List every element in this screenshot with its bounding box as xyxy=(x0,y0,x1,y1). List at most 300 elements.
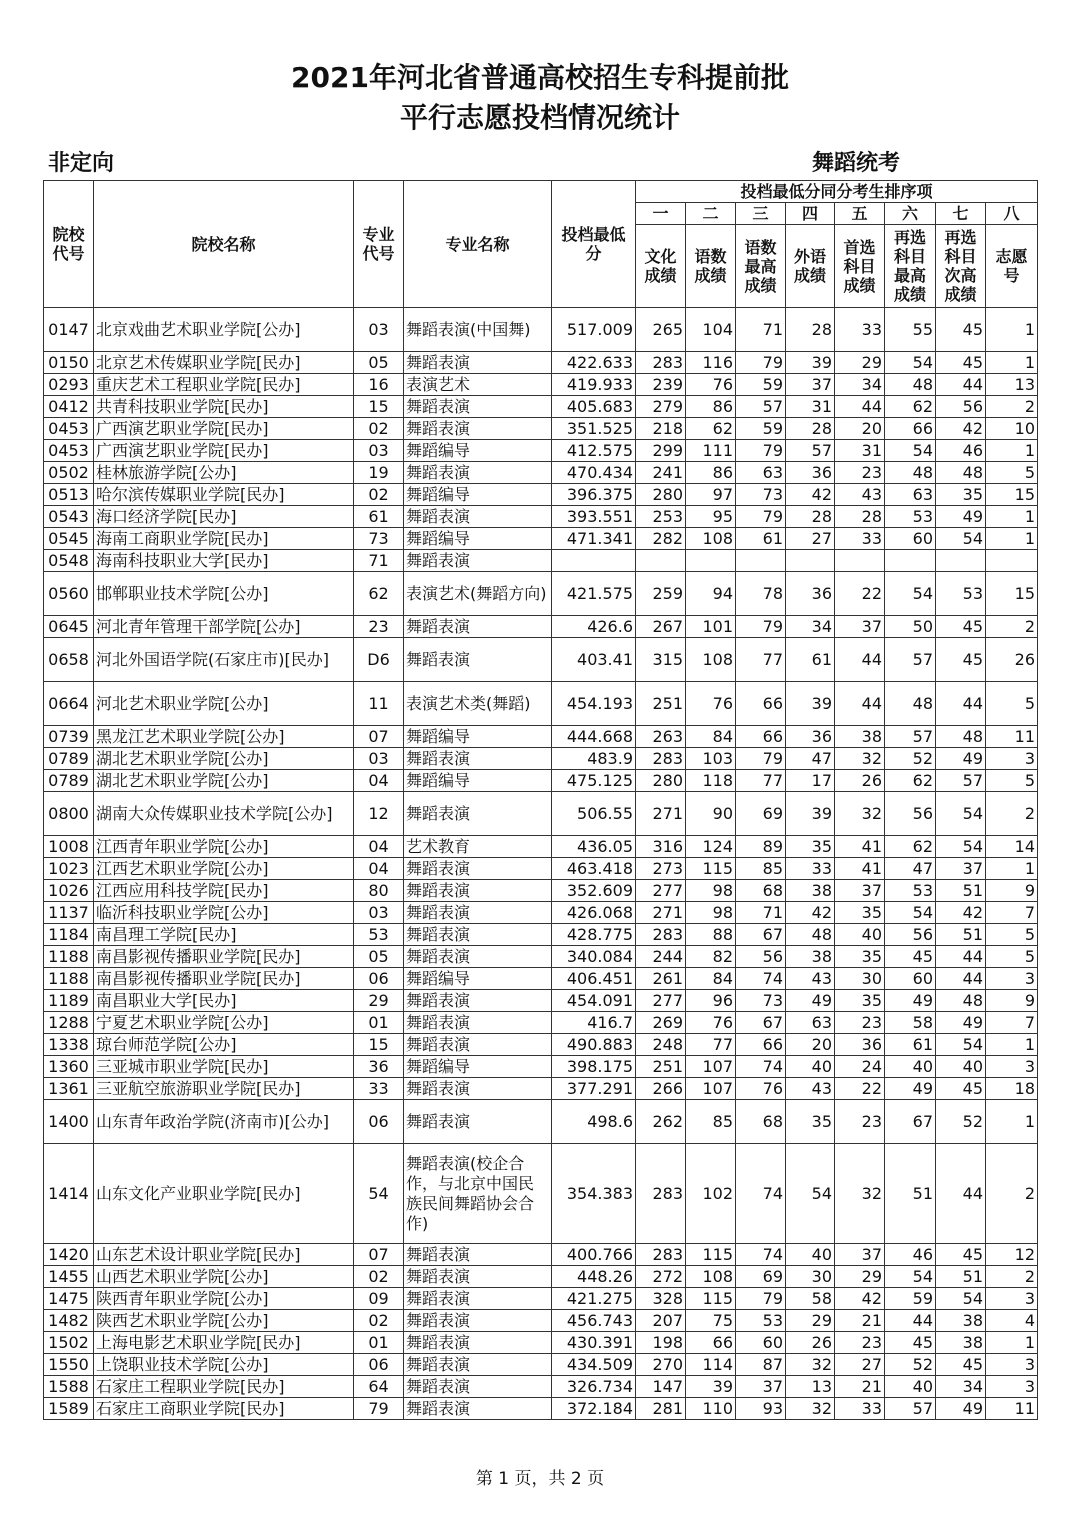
elective-max-cell: 46 xyxy=(885,1244,936,1266)
preference-number-cell: 1 xyxy=(986,308,1038,352)
school-name-cell: 山西艺术职业学院[公办] xyxy=(94,1266,354,1288)
table-row xyxy=(44,1310,1038,1332)
school-name-cell: 陕西艺术职业学院[公办] xyxy=(94,1310,354,1332)
elective-max-cell: 60 xyxy=(885,968,936,990)
school-code-cell: 1475 xyxy=(44,1288,94,1310)
elective-second-cell: 54 xyxy=(936,1288,986,1310)
major-name-cell: 舞蹈表演 xyxy=(404,1244,552,1266)
preference-number-cell: 5 xyxy=(986,946,1038,968)
table-row xyxy=(44,638,1038,682)
culture-score-cell: 265 xyxy=(636,308,686,352)
first-subject-cell: 23 xyxy=(835,1100,885,1144)
culture-score-cell: 218 xyxy=(636,418,686,440)
major-name-cell: 舞蹈表演 xyxy=(404,748,552,770)
chinese-math-max-cell: 53 xyxy=(736,1310,786,1332)
school-code-cell: 1420 xyxy=(44,1244,94,1266)
foreign-lang-cell: 43 xyxy=(786,1078,835,1100)
elective-max-cell: 51 xyxy=(885,1144,936,1244)
preference-number-cell: 3 xyxy=(986,1354,1038,1376)
school-code-cell: 1414 xyxy=(44,1144,94,1244)
chinese-math-cell: 108 xyxy=(686,638,736,682)
chinese-math-max-cell: 37 xyxy=(736,1376,786,1398)
elective-max-cell: 56 xyxy=(885,792,936,836)
header-numeral: 五 xyxy=(835,203,885,225)
foreign-lang-cell: 17 xyxy=(786,770,835,792)
chinese-math-max-cell: 93 xyxy=(736,1398,786,1420)
foreign-lang-cell: 28 xyxy=(786,308,835,352)
chinese-math-cell: 85 xyxy=(686,1100,736,1144)
first-subject-cell: 28 xyxy=(835,506,885,528)
foreign-lang-cell: 63 xyxy=(786,1012,835,1034)
major-code-cell: 09 xyxy=(354,1288,404,1310)
school-name-cell: 湖北艺术职业学院[公办] xyxy=(94,748,354,770)
table-row xyxy=(44,1144,1038,1244)
culture-score-cell: 277 xyxy=(636,990,686,1012)
elective-second-cell: 52 xyxy=(936,1100,986,1144)
header-numeral: 六 xyxy=(885,203,936,225)
school-name-cell: 共青科技职业学院[民办] xyxy=(94,396,354,418)
elective-max-cell: 62 xyxy=(885,770,936,792)
school-code-cell: 0664 xyxy=(44,682,94,726)
major-name-cell: 舞蹈表演 xyxy=(404,1266,552,1288)
school-code-cell: 0543 xyxy=(44,506,94,528)
table-row xyxy=(44,1266,1038,1288)
elective-second-cell: 45 xyxy=(936,1244,986,1266)
major-name-cell: 舞蹈编导 xyxy=(404,1056,552,1078)
school-name-cell: 山东青年政治学院(济南市)[公办] xyxy=(94,1100,354,1144)
table-row xyxy=(44,1288,1038,1310)
culture-score-cell: 283 xyxy=(636,1144,686,1244)
major-name-cell: 舞蹈表演 xyxy=(404,924,552,946)
chinese-math-max-cell: 73 xyxy=(736,484,786,506)
chinese-math-max-cell: 73 xyxy=(736,990,786,1012)
foreign-lang-cell: 26 xyxy=(786,1332,835,1354)
school-code-cell: 0502 xyxy=(44,462,94,484)
foreign-lang-cell: 42 xyxy=(786,902,835,924)
foreign-lang-cell xyxy=(786,550,835,572)
school-name-cell: 江西应用科技学院[民办] xyxy=(94,880,354,902)
header-numeral: 二 xyxy=(686,203,736,225)
preference-number-cell: 18 xyxy=(986,1078,1038,1100)
chinese-math-cell: 97 xyxy=(686,484,736,506)
preference-number-cell: 1 xyxy=(986,1100,1038,1144)
major-name-cell: 舞蹈表演 xyxy=(404,1034,552,1056)
school-code-cell: 0513 xyxy=(44,484,94,506)
foreign-lang-cell: 36 xyxy=(786,572,835,616)
culture-score-cell: 315 xyxy=(636,638,686,682)
chinese-math-max-cell: 87 xyxy=(736,1354,786,1376)
header-rank-item: 再选科目最高成绩 xyxy=(885,225,936,308)
min-score-cell: 498.6 xyxy=(552,1100,636,1144)
first-subject-cell: 23 xyxy=(835,1332,885,1354)
chinese-math-cell: 110 xyxy=(686,1398,736,1420)
culture-score-cell: 248 xyxy=(636,1034,686,1056)
table-row xyxy=(44,1244,1038,1266)
min-score-cell: 428.775 xyxy=(552,924,636,946)
first-subject-cell: 30 xyxy=(835,968,885,990)
foreign-lang-cell: 32 xyxy=(786,1398,835,1420)
school-name-cell: 重庆艺术工程职业学院[民办] xyxy=(94,374,354,396)
culture-score-cell: 262 xyxy=(636,1100,686,1144)
min-score-cell: 403.41 xyxy=(552,638,636,682)
chinese-math-max-cell: 68 xyxy=(736,880,786,902)
first-subject-cell: 24 xyxy=(835,1056,885,1078)
major-code-cell: 04 xyxy=(354,858,404,880)
first-subject-cell: 33 xyxy=(835,528,885,550)
chinese-math-max-cell: 63 xyxy=(736,462,786,484)
header-school-code: 院校代号 xyxy=(44,181,94,308)
elective-second-cell: 57 xyxy=(936,770,986,792)
preference-number-cell: 1 xyxy=(986,858,1038,880)
min-score-cell: 422.633 xyxy=(552,352,636,374)
school-name-cell: 南昌职业大学[民办] xyxy=(94,990,354,1012)
school-code-cell: 1137 xyxy=(44,902,94,924)
chinese-math-max-cell: 67 xyxy=(736,924,786,946)
major-name-cell: 舞蹈表演 xyxy=(404,506,552,528)
elective-max-cell: 48 xyxy=(885,462,936,484)
header-rank-item: 再选科目次高成绩 xyxy=(936,225,986,308)
foreign-lang-cell: 36 xyxy=(786,462,835,484)
preference-number-cell: 15 xyxy=(986,572,1038,616)
first-subject-cell: 21 xyxy=(835,1376,885,1398)
preference-number-cell: 2 xyxy=(986,396,1038,418)
header-major-code: 专业代号 xyxy=(354,181,404,308)
foreign-lang-cell: 32 xyxy=(786,1354,835,1376)
elective-max-cell: 58 xyxy=(885,1012,936,1034)
table-row xyxy=(44,374,1038,396)
school-name-cell: 广西演艺职业学院[民办] xyxy=(94,418,354,440)
elective-second-cell: 44 xyxy=(936,946,986,968)
elective-max-cell: 54 xyxy=(885,352,936,374)
school-code-cell: 0412 xyxy=(44,396,94,418)
school-name-cell: 河北艺术职业学院[公办] xyxy=(94,682,354,726)
elective-max-cell: 44 xyxy=(885,1310,936,1332)
first-subject-cell: 31 xyxy=(835,440,885,462)
elective-second-cell: 45 xyxy=(936,1078,986,1100)
foreign-lang-cell: 36 xyxy=(786,726,835,748)
culture-score-cell: 283 xyxy=(636,352,686,374)
chinese-math-max-cell: 79 xyxy=(736,352,786,374)
elective-max-cell: 54 xyxy=(885,572,936,616)
culture-score-cell: 280 xyxy=(636,484,686,506)
school-code-cell: 1184 xyxy=(44,924,94,946)
elective-second-cell: 49 xyxy=(936,1398,986,1420)
preference-number-cell: 1 xyxy=(986,352,1038,374)
table-row xyxy=(44,352,1038,374)
chinese-math-max-cell: 74 xyxy=(736,1056,786,1078)
elective-second-cell: 44 xyxy=(936,682,986,726)
preference-number-cell: 3 xyxy=(986,1288,1038,1310)
chinese-math-cell: 90 xyxy=(686,792,736,836)
foreign-lang-cell: 54 xyxy=(786,1144,835,1244)
major-code-cell: 71 xyxy=(354,550,404,572)
school-name-cell: 上饶职业技术学院[公办] xyxy=(94,1354,354,1376)
min-score-cell: 436.05 xyxy=(552,836,636,858)
min-score-cell: 340.084 xyxy=(552,946,636,968)
first-subject-cell xyxy=(835,550,885,572)
preference-number-cell: 1 xyxy=(986,1332,1038,1354)
school-code-cell: 0150 xyxy=(44,352,94,374)
major-code-cell: 06 xyxy=(354,1354,404,1376)
major-code-cell: 03 xyxy=(354,902,404,924)
first-subject-cell: 23 xyxy=(835,462,885,484)
culture-score-cell: 316 xyxy=(636,836,686,858)
elective-max-cell: 60 xyxy=(885,528,936,550)
preference-number-cell: 7 xyxy=(986,1012,1038,1034)
table-header xyxy=(44,181,1038,308)
major-code-cell: 03 xyxy=(354,440,404,462)
elective-max-cell: 40 xyxy=(885,1376,936,1398)
first-subject-cell: 23 xyxy=(835,1012,885,1034)
chinese-math-cell: 82 xyxy=(686,946,736,968)
min-score-cell: 421.275 xyxy=(552,1288,636,1310)
culture-score-cell: 272 xyxy=(636,1266,686,1288)
chinese-math-max-cell: 61 xyxy=(736,528,786,550)
chinese-math-max-cell: 74 xyxy=(736,1144,786,1244)
min-score-cell: 506.55 xyxy=(552,792,636,836)
culture-score-cell: 261 xyxy=(636,968,686,990)
chinese-math-max-cell: 66 xyxy=(736,726,786,748)
major-name-cell: 舞蹈编导 xyxy=(404,440,552,462)
major-code-cell: 36 xyxy=(354,1056,404,1078)
major-name-cell: 舞蹈表演 xyxy=(404,1376,552,1398)
foreign-lang-cell: 43 xyxy=(786,968,835,990)
school-name-cell: 三亚航空旅游职业学院[民办] xyxy=(94,1078,354,1100)
major-code-cell: 03 xyxy=(354,308,404,352)
header-numeral: 三 xyxy=(736,203,786,225)
school-name-cell: 黑龙江艺术职业学院[公办] xyxy=(94,726,354,748)
culture-score-cell: 251 xyxy=(636,682,686,726)
major-code-cell: 15 xyxy=(354,396,404,418)
school-code-cell: 1023 xyxy=(44,858,94,880)
major-name-cell: 舞蹈表演 xyxy=(404,1354,552,1376)
school-code-cell: 1008 xyxy=(44,836,94,858)
major-name-cell: 舞蹈表演 xyxy=(404,1078,552,1100)
first-subject-cell: 35 xyxy=(835,946,885,968)
major-code-cell: 07 xyxy=(354,726,404,748)
school-code-cell: 0789 xyxy=(44,748,94,770)
page-title: 2021年河北省普通高校招生专科提前批 xyxy=(291,61,789,94)
first-subject-cell: 29 xyxy=(835,352,885,374)
school-name-cell: 哈尔滨传媒职业学院[民办] xyxy=(94,484,354,506)
major-name-cell: 舞蹈编导 xyxy=(404,484,552,506)
elective-second-cell: 34 xyxy=(936,1376,986,1398)
school-name-cell: 河北外国语学院(石家庄市)[民办] xyxy=(94,638,354,682)
min-score-cell: 351.525 xyxy=(552,418,636,440)
elective-second-cell: 48 xyxy=(936,726,986,748)
school-name-cell: 南昌影视传播职业学院[民办] xyxy=(94,946,354,968)
culture-score-cell: 263 xyxy=(636,726,686,748)
elective-max-cell: 54 xyxy=(885,1266,936,1288)
preference-number-cell: 9 xyxy=(986,990,1038,1012)
preference-number-cell: 4 xyxy=(986,1310,1038,1332)
school-name-cell: 山东文化产业职业学院[民办] xyxy=(94,1144,354,1244)
chinese-math-cell: 75 xyxy=(686,1310,736,1332)
major-name-cell: 舞蹈表演(校企合作，与北京中国民族民间舞蹈协会合作) xyxy=(404,1144,552,1244)
school-name-cell: 石家庄工商职业学院[民办] xyxy=(94,1398,354,1420)
chinese-math-max-cell: 78 xyxy=(736,572,786,616)
school-name-cell: 琼台师范学院[公办] xyxy=(94,1034,354,1056)
major-name-cell: 舞蹈表演 xyxy=(404,1332,552,1354)
major-name-cell: 舞蹈表演 xyxy=(404,1288,552,1310)
header-numeral: 一 xyxy=(636,203,686,225)
elective-max-cell: 63 xyxy=(885,484,936,506)
major-code-cell: 19 xyxy=(354,462,404,484)
chinese-math-cell: 108 xyxy=(686,528,736,550)
major-name-cell: 舞蹈表演 xyxy=(404,396,552,418)
chinese-math-max-cell: 59 xyxy=(736,418,786,440)
elective-second-cell xyxy=(936,550,986,572)
elective-max-cell: 57 xyxy=(885,638,936,682)
elective-second-cell: 42 xyxy=(936,418,986,440)
major-code-cell: 05 xyxy=(354,946,404,968)
chinese-math-max-cell: 56 xyxy=(736,946,786,968)
school-name-cell: 河北青年管理干部学院[公办] xyxy=(94,616,354,638)
first-subject-cell: 37 xyxy=(835,880,885,902)
table-row xyxy=(44,836,1038,858)
first-subject-cell: 34 xyxy=(835,374,885,396)
elective-max-cell: 66 xyxy=(885,418,936,440)
chinese-math-cell: 111 xyxy=(686,440,736,462)
chinese-math-max-cell: 77 xyxy=(736,770,786,792)
table-row xyxy=(44,1100,1038,1144)
major-code-cell: 06 xyxy=(354,968,404,990)
chinese-math-max-cell: 57 xyxy=(736,396,786,418)
chinese-math-max-cell: 76 xyxy=(736,1078,786,1100)
major-name-cell: 舞蹈表演 xyxy=(404,352,552,374)
major-name-cell: 舞蹈表演 xyxy=(404,902,552,924)
table-row xyxy=(44,528,1038,550)
chinese-math-cell: 102 xyxy=(686,1144,736,1244)
major-name-cell: 舞蹈表演 xyxy=(404,880,552,902)
foreign-lang-cell: 48 xyxy=(786,924,835,946)
foreign-lang-cell: 34 xyxy=(786,616,835,638)
first-subject-cell: 26 xyxy=(835,770,885,792)
foreign-lang-cell: 13 xyxy=(786,1376,835,1398)
first-subject-cell: 20 xyxy=(835,418,885,440)
foreign-lang-cell: 20 xyxy=(786,1034,835,1056)
min-score-cell: 475.125 xyxy=(552,770,636,792)
school-code-cell: 1550 xyxy=(44,1354,94,1376)
category-label: 非定向 xyxy=(48,151,115,176)
first-subject-cell: 44 xyxy=(835,638,885,682)
first-subject-cell: 35 xyxy=(835,990,885,1012)
header-rank-item: 首选科目成绩 xyxy=(835,225,885,308)
school-code-cell: 1361 xyxy=(44,1078,94,1100)
elective-max-cell: 49 xyxy=(885,1078,936,1100)
admission-table xyxy=(43,180,1038,1420)
preference-number-cell: 15 xyxy=(986,484,1038,506)
major-code-cell: 61 xyxy=(354,506,404,528)
school-name-cell: 宁夏艺术职业学院[公办] xyxy=(94,1012,354,1034)
elective-second-cell: 45 xyxy=(936,352,986,374)
foreign-lang-cell: 30 xyxy=(786,1266,835,1288)
header-rank-item: 志愿号 xyxy=(986,225,1038,308)
preference-number-cell: 26 xyxy=(986,638,1038,682)
elective-second-cell: 35 xyxy=(936,484,986,506)
chinese-math-cell: 114 xyxy=(686,1354,736,1376)
min-score-cell: 426.068 xyxy=(552,902,636,924)
major-name-cell: 舞蹈表演 xyxy=(404,550,552,572)
elective-max-cell: 57 xyxy=(885,1398,936,1420)
school-name-cell: 山东艺术设计职业学院[民办] xyxy=(94,1244,354,1266)
major-code-cell: 02 xyxy=(354,484,404,506)
table-row xyxy=(44,484,1038,506)
foreign-lang-cell: 28 xyxy=(786,506,835,528)
culture-score-cell: 207 xyxy=(636,1310,686,1332)
elective-second-cell: 48 xyxy=(936,462,986,484)
foreign-lang-cell: 28 xyxy=(786,418,835,440)
major-name-cell: 舞蹈编导 xyxy=(404,968,552,990)
table-row xyxy=(44,880,1038,902)
preference-number-cell: 2 xyxy=(986,792,1038,836)
school-code-cell: 1589 xyxy=(44,1398,94,1420)
major-name-cell: 舞蹈表演 xyxy=(404,858,552,880)
school-code-cell: 1188 xyxy=(44,946,94,968)
preference-number-cell: 1 xyxy=(986,506,1038,528)
school-code-cell: 1588 xyxy=(44,1376,94,1398)
table-row xyxy=(44,1376,1038,1398)
major-code-cell: 03 xyxy=(354,748,404,770)
elective-second-cell: 54 xyxy=(936,1034,986,1056)
header-numeral: 七 xyxy=(936,203,986,225)
elective-second-cell: 49 xyxy=(936,506,986,528)
preference-number-cell: 3 xyxy=(986,1056,1038,1078)
first-subject-cell: 41 xyxy=(835,858,885,880)
chinese-math-max-cell xyxy=(736,550,786,572)
chinese-math-cell: 86 xyxy=(686,396,736,418)
school-name-cell: 临沂科技职业学院[公办] xyxy=(94,902,354,924)
chinese-math-cell xyxy=(686,550,736,572)
major-code-cell: 15 xyxy=(354,1034,404,1056)
chinese-math-cell: 88 xyxy=(686,924,736,946)
min-score-cell: 398.175 xyxy=(552,1056,636,1078)
school-name-cell: 北京戏曲艺术职业学院[公办] xyxy=(94,308,354,352)
elective-second-cell: 45 xyxy=(936,638,986,682)
foreign-lang-cell: 35 xyxy=(786,1100,835,1144)
school-code-cell: 0453 xyxy=(44,418,94,440)
header-numeral: 四 xyxy=(786,203,835,225)
min-score-cell: 412.575 xyxy=(552,440,636,462)
preference-number-cell: 3 xyxy=(986,748,1038,770)
major-name-cell: 舞蹈表演(中国舞) xyxy=(404,308,552,352)
school-code-cell: 1400 xyxy=(44,1100,94,1144)
school-code-cell: 1338 xyxy=(44,1034,94,1056)
foreign-lang-cell: 40 xyxy=(786,1056,835,1078)
elective-second-cell: 54 xyxy=(936,528,986,550)
elective-max-cell: 45 xyxy=(885,946,936,968)
first-subject-cell: 32 xyxy=(835,748,885,770)
major-code-cell: 54 xyxy=(354,1144,404,1244)
school-name-cell: 三亚城市职业学院[民办] xyxy=(94,1056,354,1078)
major-code-cell: 53 xyxy=(354,924,404,946)
culture-score-cell xyxy=(636,550,686,572)
school-code-cell: 0800 xyxy=(44,792,94,836)
major-code-cell: 07 xyxy=(354,1244,404,1266)
major-name-cell: 舞蹈表演 xyxy=(404,1398,552,1420)
elective-second-cell: 37 xyxy=(936,858,986,880)
first-subject-cell: 22 xyxy=(835,572,885,616)
elective-max-cell: 52 xyxy=(885,1354,936,1376)
chinese-math-max-cell: 71 xyxy=(736,308,786,352)
min-score-cell xyxy=(552,550,636,572)
first-subject-cell: 37 xyxy=(835,1244,885,1266)
min-score-cell: 470.434 xyxy=(552,462,636,484)
major-name-cell: 舞蹈表演 xyxy=(404,462,552,484)
major-code-cell: 29 xyxy=(354,990,404,1012)
elective-second-cell: 51 xyxy=(936,1266,986,1288)
page-subtitle: 平行志愿投档情况统计 xyxy=(399,101,680,134)
